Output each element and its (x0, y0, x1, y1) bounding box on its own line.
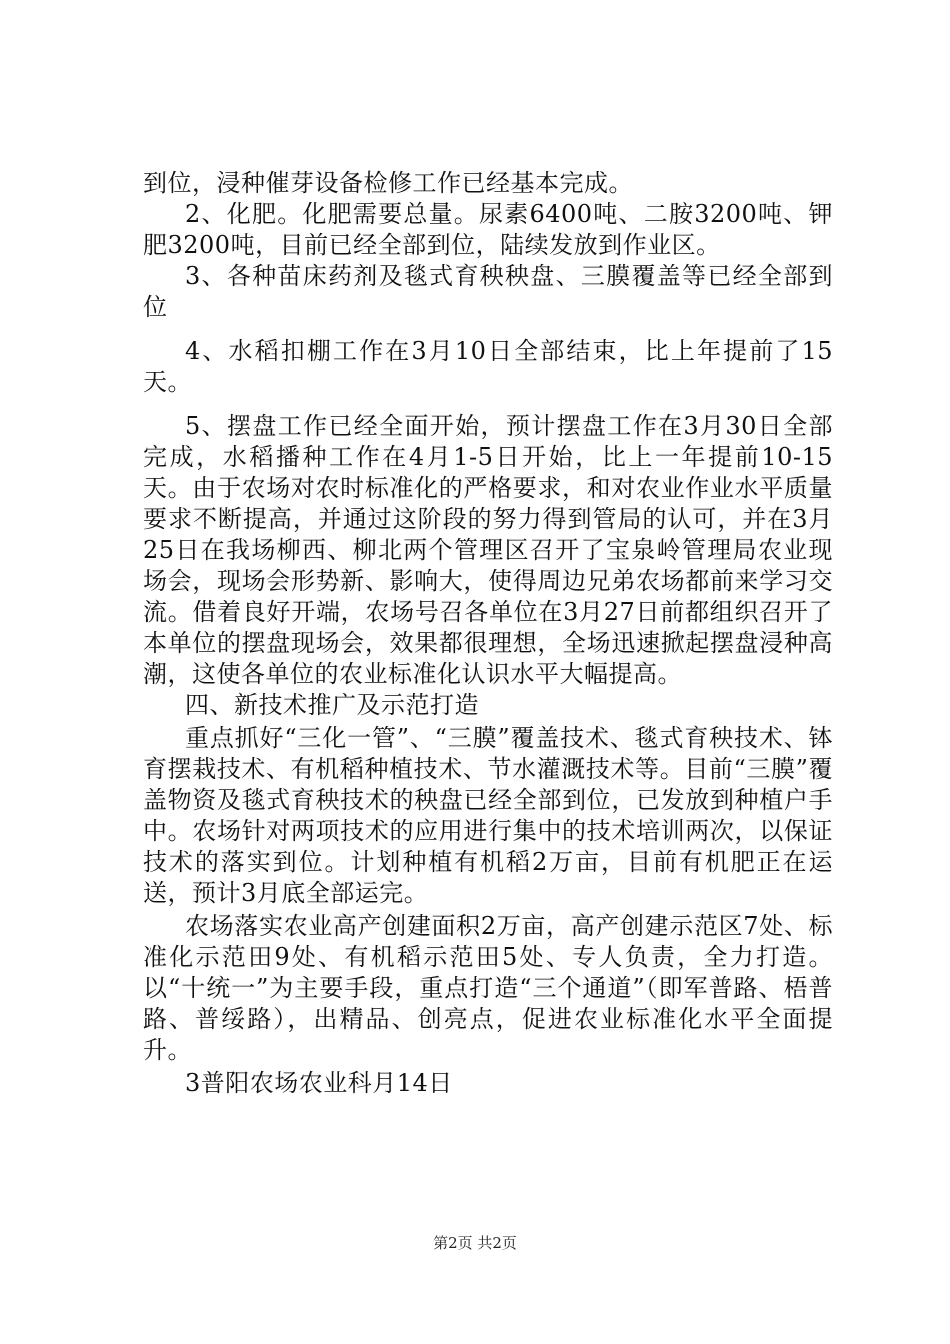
document-body (143, 168, 833, 1099)
paragraph-demonstration: 农场落实农业高产创建面积2万亩，高产创建示范区7处、标准化示范田9处、有机稻示范田5处、专人负责，全力打造。以“十统一”为主要手段，重点打造“三个通道”（即军普路、梧普路、普绥路），出精品、创亮点，促进农业标准化水平全面提升。 (143, 912, 833, 1064)
paragraph-continuation: 到位，浸种催芽设备检修工作已经基本完成。 (143, 169, 633, 197)
section-heading-new-tech: 四、新技术推广及示范打造 (185, 691, 479, 719)
paragraph-greenhouse: 4、水稻扣棚工作在3月10日全部结束，比上年提前了15天。 (143, 337, 833, 396)
paragraph-tray-placement: 5、摆盘工作已经全面开始，预计摆盘工作在3月30日全部完成，水稻播种工作在4月1-5日开始，比上一年提前10-15天。由于农场对农时标准化的严格要求，和对农业作业水平质量要求不断提高，并通过这阶段的努力得到管局的认可，并在3月25日在我场柳西、柳北两个管理区召开了宝泉岭管理局农业现场会，现场会形势新、影响大，使得周边兄弟农场都前来学习交流。借着良好开端，农场号召各单位在3月27日前都组织召开了本单位的摆盘现场会，效果都很理想，全场迅速掀起摆盘浸种高潮，这使各单位的农业标准化认识水平大幅提高。 (143, 412, 833, 688)
paragraph-fertilizer: 2、化肥。化肥需要总量。尿素6400吨、二胺3200吨、钾肥3200吨，目前已经全部到位，陆续发放到作业区。 (143, 200, 833, 259)
signature-date-line: 3普阳农场农业科月14日 (185, 1069, 453, 1097)
page-footer: 第2页 共2页 (433, 1234, 517, 1252)
paragraph-tech-promotion: 重点抓好“三化一管”、“三膜”覆盖技术、毯式育秧技术、钵育摆栽技术、有机稻种植技术、节水灌溉技术等。目前“三膜”覆盖物资及毯式育秧技术的秧盘已经全部到位，已发放到种植户手中。农场针对两项技术的应用进行集中的技术培训两次，以保证技术的落实到位。计划种植有机稻2万亩，目前有机肥正在运送，预计3月底全部运完。 (143, 724, 833, 907)
paragraph-seedbed-materials: 3、各种苗床药剂及毯式育秧秧盘、三膜覆盖等已经全部到位 (143, 262, 833, 321)
